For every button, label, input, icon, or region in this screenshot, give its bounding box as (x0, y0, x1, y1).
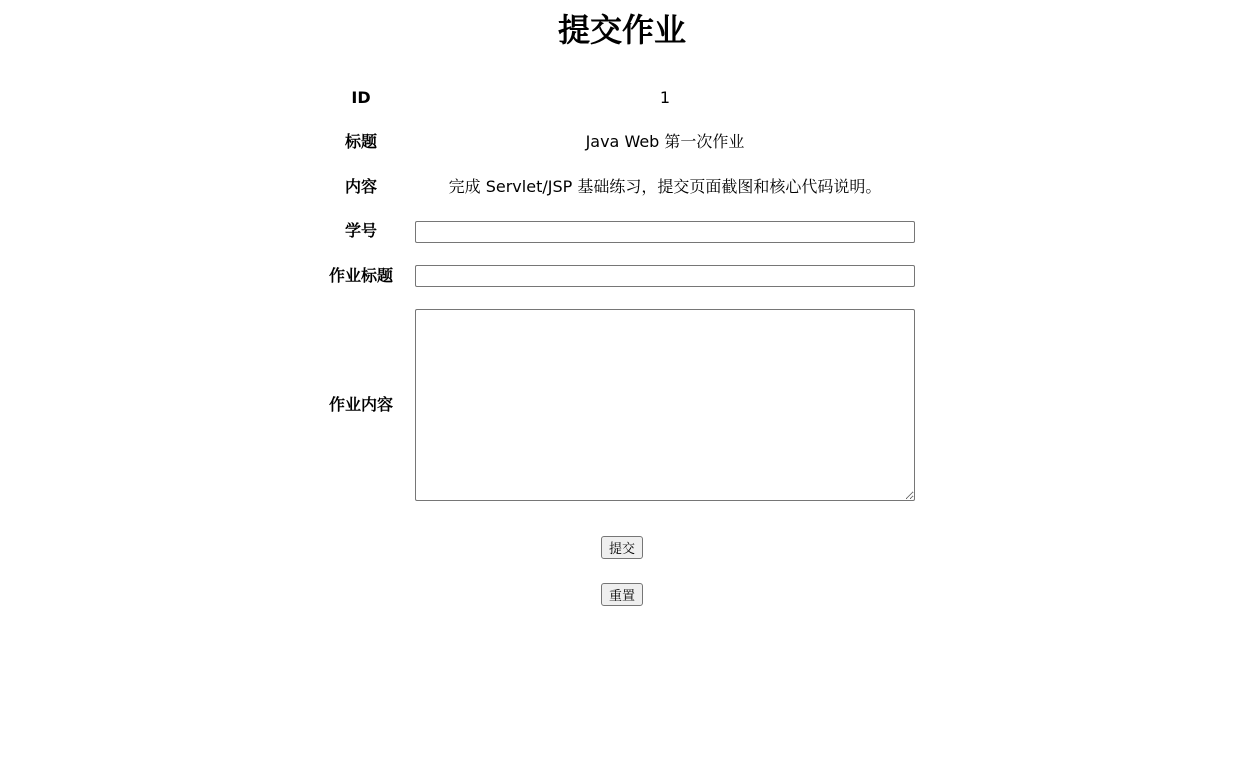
assignment-content-value: 完成 Servlet/JSP 基础练习，提交页面截图和核心代码说明。 (448, 177, 882, 196)
homework-title-label: 作业标题 (328, 266, 393, 285)
homework-title-input[interactable] (415, 265, 915, 287)
page-title: 提交作业 (557, 11, 686, 49)
id-value: 1 (659, 88, 671, 107)
student-id-label: 学号 (344, 221, 377, 240)
student-id-input[interactable] (415, 221, 915, 243)
reset-button[interactable]: 重置 (601, 583, 643, 606)
assignment-title-label: 标题 (344, 132, 377, 151)
assignment-content-label: 内容 (344, 177, 377, 196)
assignment-title-value: Java Web 第一次作业 (585, 132, 745, 151)
homework-content-label: 作业内容 (328, 395, 393, 414)
id-label: ID (351, 88, 371, 107)
homework-content-textarea[interactable] (415, 309, 915, 501)
submit-button[interactable]: 提交 (601, 536, 643, 559)
